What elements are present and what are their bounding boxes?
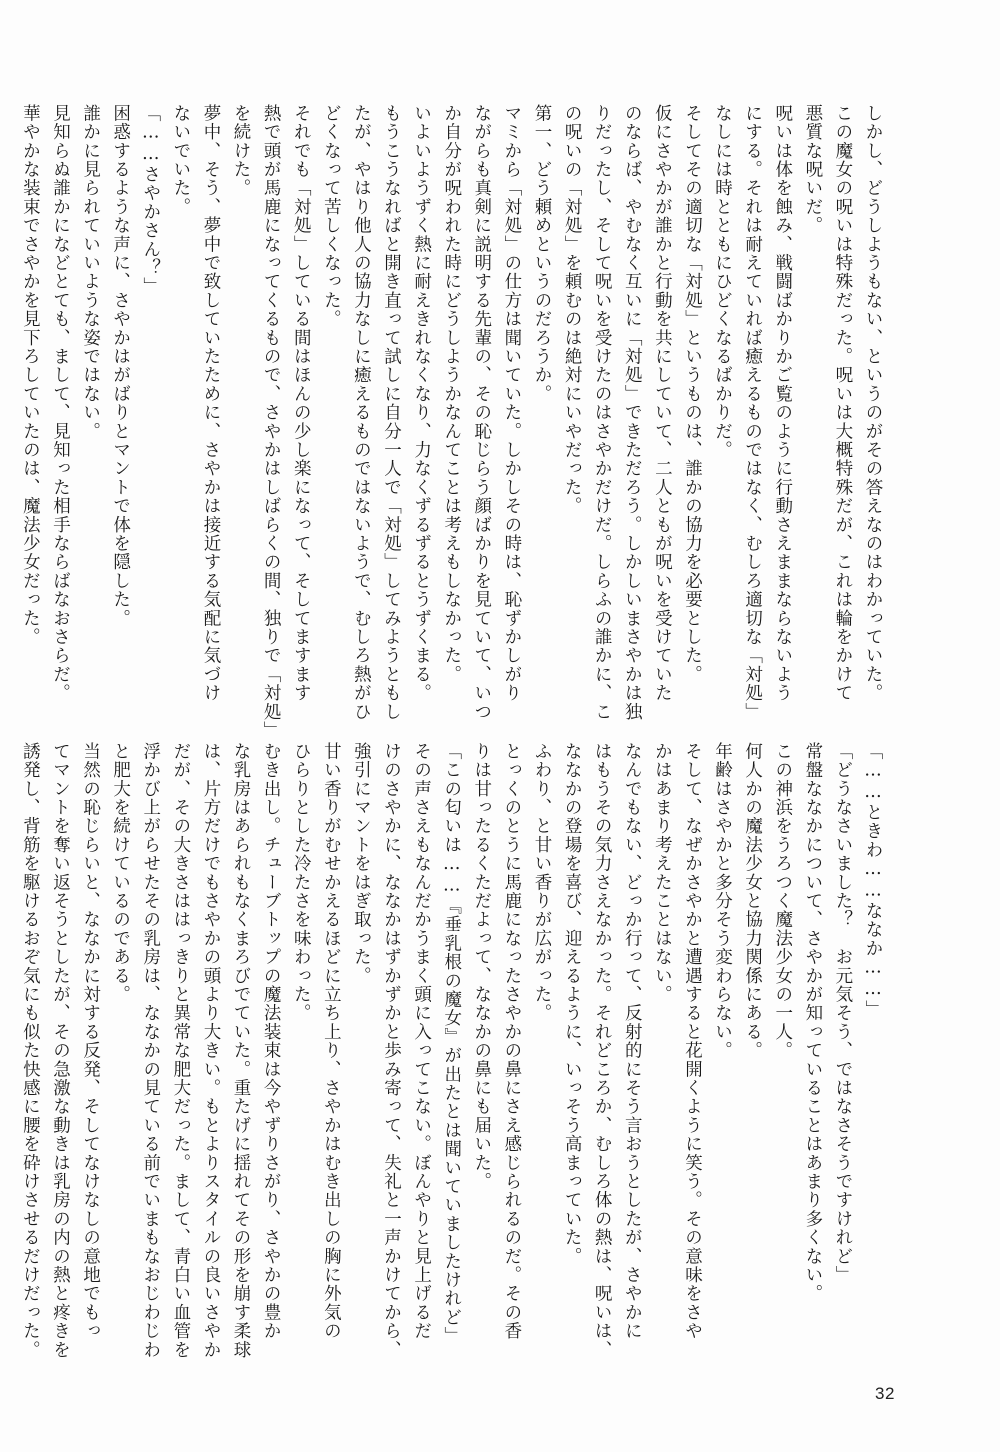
text-line: の呪いの「対処」を頼むのは絶対にいやだった。 — [562, 104, 583, 516]
text-line: ひらりとした冷たさを味わった。 — [291, 742, 312, 1023]
text-line: な乳房はあられもなくまろびでていた。重たげに揺れてその形を崩す柔球 — [231, 742, 252, 1360]
text-line: なしには時とともにひどくなるばかりだ。 — [712, 104, 733, 460]
text-line: 夢中、そう、夢中で致していたために、さやかは接近する気配に気づけ — [200, 104, 221, 703]
text-line: けのさやかに、ななかはずかずかと歩み寄って、失礼と一声かけてから、 — [381, 742, 402, 1360]
text-line: この魔女の呪いは特殊だった。呪いは大概特殊だが、これは輪をかけて — [832, 104, 853, 703]
text-line: その声さえもなんだかうまく頭に入ってこない。ぼんやりと見上げるだ — [411, 742, 432, 1341]
text-line: と肥大を続けているのである。 — [110, 742, 131, 1004]
text-line: たが、やはり他人の協力なしに癒えるものではないようで、むしろ熱がひ — [351, 104, 372, 722]
text-line: どくなって苦しくなった。 — [321, 104, 342, 329]
text-line: むき出し。チューブトップの魔法装束は今やずりさがり、さやかの豊か — [261, 742, 282, 1341]
text-line: 誘発し、背筋を駆けるおぞ気にも似た快感に腰を砕けさせるだけだった。 — [20, 742, 41, 1360]
text-line: 仮にさやかが誰かと行動を共にしていて、二人ともが呪いを受けていた — [652, 104, 673, 703]
text-line: マミから「対処」の仕方は聞いていた。しかしその時は、恥ずかしがり — [501, 104, 522, 703]
text-line: を続けた。 — [231, 104, 252, 198]
text-line: 「この匂いは……『垂乳根の魔女』が出たとは聞いていましたけれど」 — [441, 742, 462, 1346]
text-line: 浮かび上がらせたその乳房は、ななかの見ている前でいまもなおじわじわ — [140, 742, 161, 1360]
text-line: 何人かの魔法少女と協力関係にある。 — [742, 742, 763, 1060]
text-line: それでも「対処」している間はほんの少し楽になって、そしてますます — [291, 104, 312, 703]
page-number: 32 — [875, 1384, 895, 1403]
text-line: ないでいた。 — [170, 104, 191, 217]
text-line: 「……ときわ……ななか……」 — [863, 742, 883, 1019]
text-line: 甘い香りがむせかえるほどに立ち上り、さやかはむき出しの胸に外気の — [321, 742, 342, 1341]
text-line: 熱で頭が馬鹿になってくるもので、さやかはしばらくの間、独りで「対処」 — [261, 104, 282, 740]
text-line: 「どうなさいました？ お元気そう、ではなさそうですけれど」 — [832, 742, 853, 1285]
text-line: もうこうなればと開き直って試しに自分一人で「対処」してみようともし — [381, 104, 402, 722]
text-line: ふわり、と甘い香りが広がった。 — [531, 742, 552, 1023]
text-line: ななかの登場を喜び、迎えるように、いっそう高まっていた。 — [562, 742, 583, 1266]
text-line: りだったし、そして呪いを受けたのはさやかだけだ。しらふの誰かに、こ — [592, 104, 613, 722]
text-line: いよいようずく熱に耐えきれなくなり、力なくずるずるとうずくまる。 — [411, 104, 432, 703]
text-line: かはあまり考えたことはない。 — [652, 742, 673, 1004]
text-line: 華やかな装束でさやかを見下ろしていたのは、魔法少女だった。 — [20, 104, 41, 647]
text-line: ながらも真剣に説明する先輩の、その恥じらう顔ばかりを見ていて、いつ — [471, 104, 492, 722]
text-line: 「……さやかさん？」 — [140, 104, 161, 296]
text-line: そして、なぜかさやかと遭遇すると花開くように笑う。その意味をさや — [682, 742, 703, 1341]
text-line: にする。それは耐えていれば癒えるものではなく、むしろ適切な「対処」 — [742, 104, 763, 722]
text-line: 悪質な呪いだ。 — [802, 104, 823, 235]
text-line: か自分が呪われた時にどうしようかなんてことは考えもしなかった。 — [441, 104, 462, 684]
text-line: 困惑するような声に、さやかはがばりとマントで体を隠した。 — [110, 104, 131, 628]
text-line: 見知らぬ誰かになどとても、まして、見知った相手ならばなおさらだ。 — [50, 104, 71, 703]
text-line: この神浜をうろつく魔法少女の一人。 — [772, 742, 793, 1060]
text-line: りは甘ったるくただよって、ななかの鼻にも届いた。 — [471, 742, 492, 1191]
text-line: とっくのとうに馬鹿になったさやかの鼻にさえ感じられるのだ。その香 — [501, 742, 522, 1341]
text-line: そしてその適切な「対処」というものは、誰かの協力を必要とした。 — [682, 104, 703, 684]
text-line: 第一、どう頼めというのだろうか。 — [531, 104, 552, 404]
text-line: だが、その大きさははっきりと異常な肥大だった。まして、青白い血管を — [170, 742, 191, 1360]
text-line: のならば、やむなく互いに「対処」できただろう。しかしいまさやかは独 — [622, 104, 643, 722]
text-line: なんでもない、どっか行って、反射的にそう言おうとしたが、さやかに — [622, 742, 643, 1341]
text-line: は、片方だけでもさやかの頭より大きい。もとよりスタイルの良いさやか — [200, 742, 221, 1360]
top-text-block — [15, 104, 888, 740]
text-line: 常盤ななかについて、さやかが知っていることはあまり多くない。 — [802, 742, 823, 1303]
text-line: しかし、どうしようもない、というのがその答えなのはわかっていた。 — [863, 104, 883, 703]
text-line: 誰かに見られていいような姿ではない。 — [80, 104, 101, 441]
text-line: はもうその気力さえなかった。それどころか、むしろ体の熱は、呪いは、 — [592, 742, 613, 1360]
text-line: 強引にマントをはぎ取った。 — [351, 742, 372, 986]
bottom-text-block — [15, 742, 888, 1370]
text-line: 年齢はさやかと多分そう変わらない。 — [712, 742, 733, 1060]
text-line: 当然の恥じらいと、ななかに対する反発、そしてなけなしの意地でもっ — [80, 742, 101, 1341]
text-line: てマントを奪い返そうとしたが、その急激な動きは乳房の内の熱と疼きを — [50, 742, 71, 1360]
text-line: 呪いは体を蝕み、戦闘ばかりかご覧のように行動さえままならないよう — [772, 104, 793, 703]
